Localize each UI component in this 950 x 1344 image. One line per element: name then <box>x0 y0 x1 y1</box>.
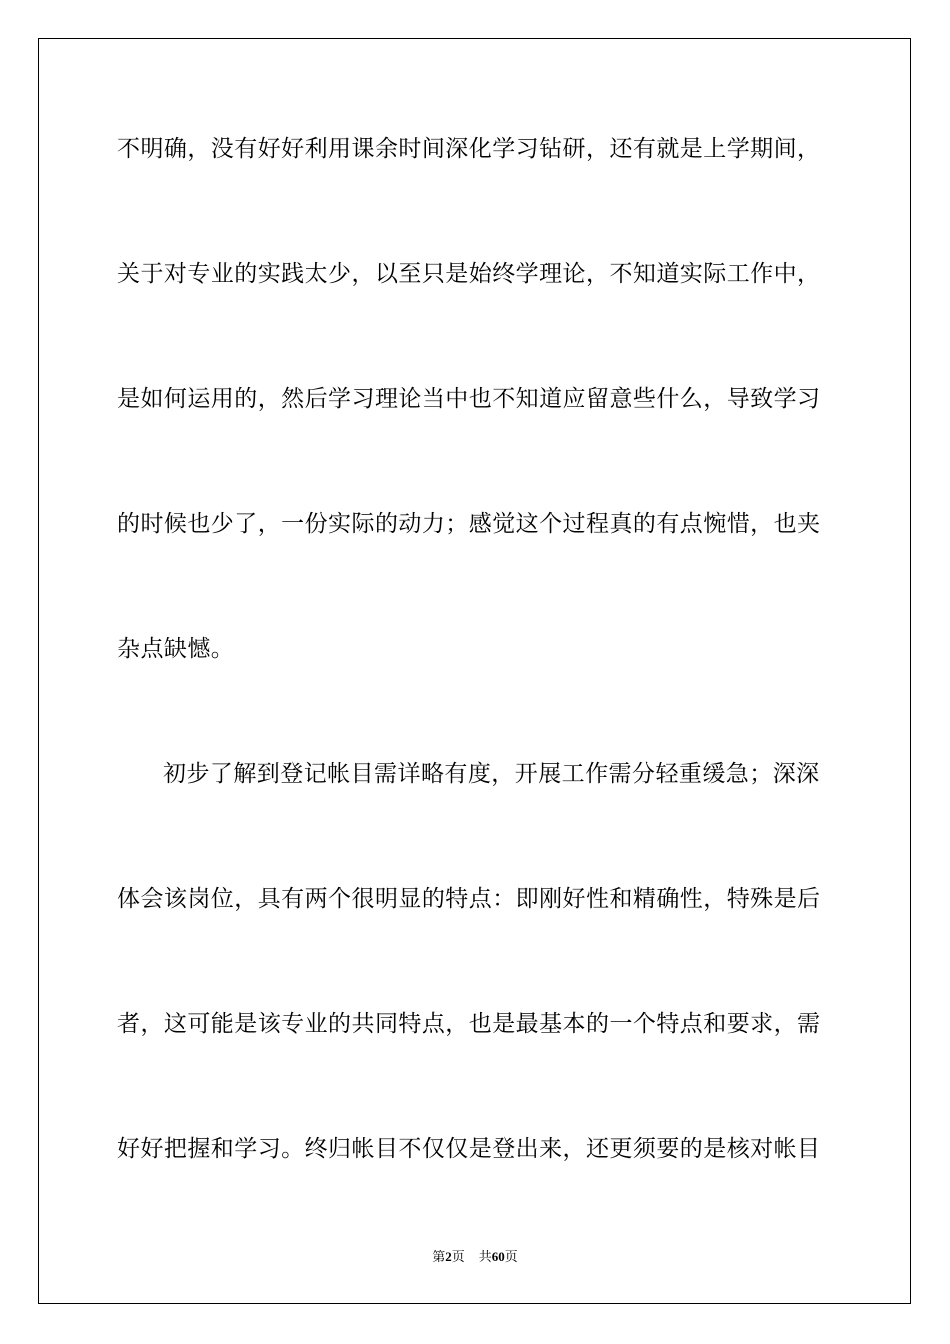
page-footer <box>0 1249 950 1265</box>
text-line: 关于对专业的实践太少，以至只是始终学理论，不知道实际工作中， <box>117 261 821 287</box>
text-line: 体会该岗位，具有两个很明显的特点：即刚好性和精确性，特殊是后 <box>117 886 821 912</box>
total-prefix: 共 <box>478 1249 492 1264</box>
paragraph-first-line: 初步了解到登记帐目需详略有度，开展工作需分轻重缓急；深深 <box>163 761 820 787</box>
text-line: 不明确，没有好好利用课余时间深化学习钻研，还有就是上学期间， <box>117 136 821 162</box>
total-pages: 60 <box>491 1249 505 1264</box>
page-number: 2 <box>445 1249 452 1264</box>
text-line: 杂点缺憾。 <box>117 636 235 662</box>
text-line: 好好把握和学习。终归帐目不仅仅是登出来，还更须要的是核对帐目 <box>117 1136 821 1162</box>
page-border <box>38 38 911 1304</box>
page-suffix: 页 <box>451 1249 465 1264</box>
text-line: 的时候也少了，一份实际的动力；感觉这个过程真的有点惋惜，也夹 <box>117 511 821 537</box>
text-line: 者，这可能是该专业的共同特点，也是最基本的一个特点和要求，需 <box>117 1011 821 1037</box>
text-line: 是如何运用的，然后学习理论当中也不知道应留意些什么，导致学习 <box>117 386 821 412</box>
total-suffix: 页 <box>504 1249 518 1264</box>
page-prefix: 第 <box>432 1249 446 1264</box>
